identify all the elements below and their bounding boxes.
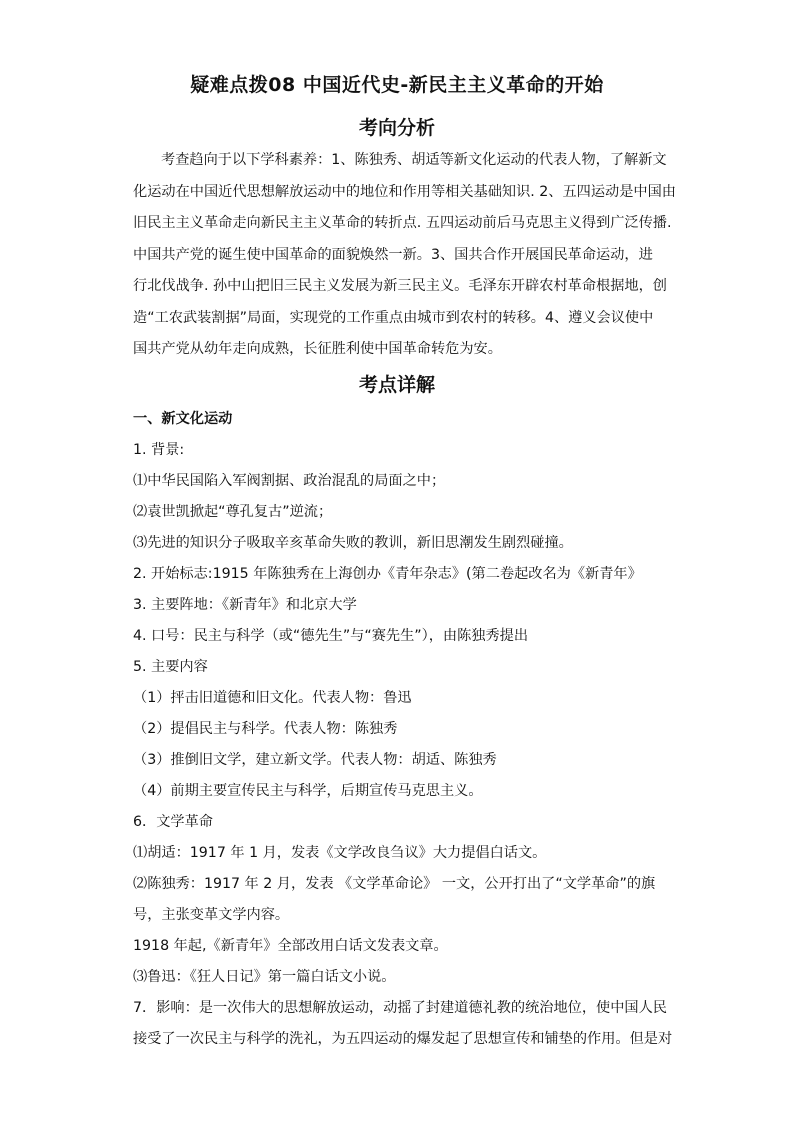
body-line: 号，主张变革文学内容。 [133,907,290,923]
paragraph-line: 旧民主主义革命走向新民主主义革命的转折点. 五四运动前后马克思主义得到广泛传播. [133,215,672,231]
body-line: ⑶鲁迅：《狂人日记》第一篇白话文小说。 [133,969,396,985]
body-line: ⑴胡适：1917 年 1 月，发表《文学改良刍议》大力提倡白话文。 [133,845,547,861]
body-line: ⑶先进的知识分子吸取辛亥革命失败的教训，新旧思潮发生剧烈碰撞。 [133,535,573,551]
body-line: 1. 背景: [133,442,185,458]
paragraph-line: 造“工农武装割据”局面，实现党的工作重点由城市到农村的转移。4、遵义会议使中 [133,309,654,326]
body-line: ⑵袁世凯掀起“尊孔复古”逆流； [133,504,333,520]
paragraph-line: 行北伐战争. 孙中山把旧三民主义发展为新三民主义。毛泽东开辟农村革命根据地，创 [133,278,667,294]
analysis-paragraph [133,145,676,366]
body-line: ⑵陈独秀：1917 年 2 月，发表 《文学革命论》 一文，公开打出了“文学革命”的旗 [133,876,656,892]
body-line: 4. 口号：民主与科学（或“德先生”与“赛先生”），由陈独秀提出 [133,628,529,644]
body-line: （1）抨击旧道德和旧文化。代表人物：鲁迅 [133,690,412,706]
body-line: ⑴中华民国陷入军阀割据、政治混乱的局面之中； [133,473,446,489]
body-line: 3. 主要阵地：《新青年》和北京大学 [133,597,357,613]
body-line: 6．文学革命 [133,814,213,830]
section-heading-analysis: 考向分析 [358,117,435,139]
body-line: （2）提倡民主与科学。代表人物：陈独秀 [133,721,398,737]
body-line: 接受了一次民主与科学的洗礼，为五四运动的爆发起了思想宣传和铺垫的作用。但是对 [133,1031,673,1047]
section-heading-details: 考点详解 [358,374,435,396]
paragraph-line: 中国共产党的诞生使中国革命的面貌焕然一新。3、国共合作开展国民革命运动，进 [133,246,653,263]
body-line: （3）推倒旧文学，建立新文学。代表人物：胡适、陈独秀 [133,752,497,768]
paragraph-line: 考查趋向于以下学科素养：1、陈独秀、胡适等新文化运动的代表人物，了解新文 [161,152,667,168]
body-line: 7．影响：是一次伟大的思想解放运动，动摇了封建道德礼教的统治地位，使中国人民 [133,1000,667,1016]
body-line: 5. 主要内容 [133,659,208,675]
details-body [133,404,673,1055]
body-line: 1918 年起,《新青年》全部改用白话文发表文章。 [133,938,448,954]
document-title: 疑难点拨08 中国近代史-新民主主义革命的开始 [190,74,604,96]
body-line: （4）前期主要宣传民主与科学，后期宣传马克思主义。 [133,783,483,799]
body-line: 2. 开始标志:1915 年陈独秀在上海创办《青年杂志》(第二卷起改名为《新青年》 [133,566,642,582]
subsection-heading: 一、新文化运动 [133,411,233,427]
paragraph-line: 国共产党从幼年走向成熟，长征胜利使中国革命转危为安。 [133,341,502,357]
paragraph-line: 化运动在中国近代思想解放运动中的地位和作用等相关基础知识. 2、五四运动是中国由 [133,183,676,200]
